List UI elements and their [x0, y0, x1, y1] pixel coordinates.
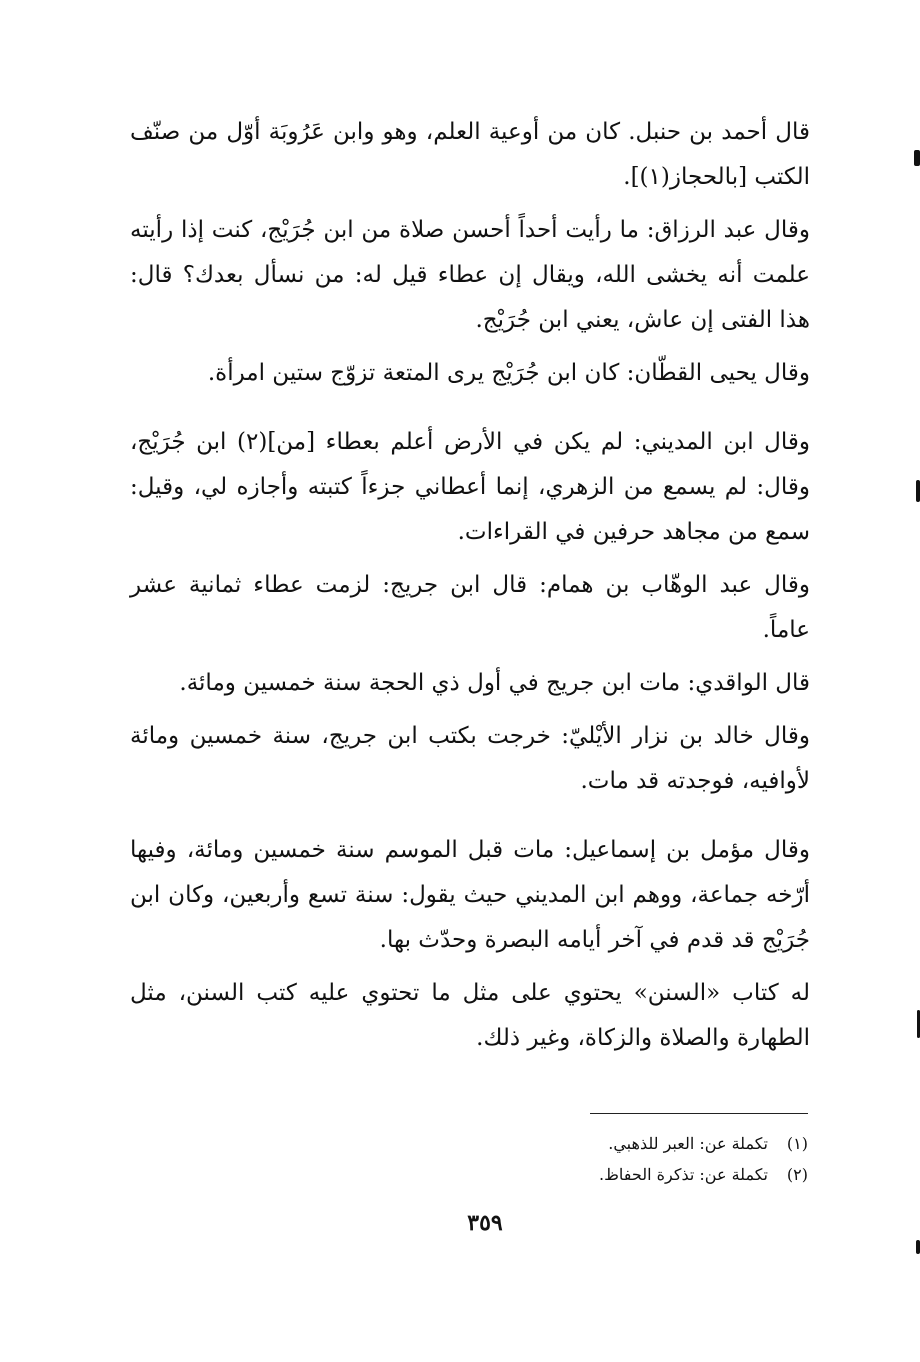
paragraph-muammal: وقال مؤمل بن إسماعيل: مات قبل الموسم سنة خمسين ومائة، وفيها أرّخه جماعة، ووهم ابن المديني حيث يقول: سنة تسع وأربعين، وكان ابن جُرَيْج قد قدم في آخر أيامه البصرة وحدّث بها.: [130, 837, 810, 953]
paragraph-ahmad: قال أحمد بن حنبل. كان من أوعية العلم، وهو وابن عَرُوبَة أوّل من صنّف الكتب [بالحجاز(١)].: [130, 119, 810, 190]
footnotes: [408, 1128, 808, 1190]
paragraph-yahya: وقال يحيى القطّان: كان ابن جُرَيْج يرى المتعة تزوّج ستين امرأة.: [207, 360, 810, 386]
paragraph-sunan: له كتاب «السنن» يحتوي على مثل ما تحتوي عليه كتب السنن، مثل الطهارة والصلاة والزكاة، وغير ذلك.: [130, 980, 810, 1051]
footnote-divider: [590, 1113, 808, 1114]
page-number: ٣٥٩: [467, 1210, 503, 1236]
footnote-number: (٢): [786, 1165, 808, 1184]
footnote-number: (١): [786, 1134, 808, 1153]
footnote-item: [408, 1159, 808, 1190]
paragraph-khalid: وقال خالد بن نزار الأيْليّ: خرجت بكتب ابن جريج، سنة خمسين ومائة لأوافيه، فوجدته قد مات.: [130, 723, 810, 794]
binding-mark: [916, 1240, 920, 1254]
paragraph-abd-al-wahhab: وقال عبد الوهّاب بن همام: قال ابن جريج: لزمت عطاء ثمانية عشر عاماً.: [130, 572, 810, 643]
footnote-item: [408, 1128, 808, 1159]
footnote-text: تكملة عن: العبر للذهبي.: [608, 1134, 768, 1153]
paragraph-waqidi: قال الواقدي: مات ابن جريج في أول ذي الحجة سنة خمسين ومائة.: [179, 670, 810, 696]
paragraph-abd-al-razzaq: وقال عبد الرزاق: ما رأيت أحداً أحسن صلاة من ابن جُرَيْج، كنت إذا رأيته علمت أنه يخشى الله، ويقال إن عطاء قيل له: من نسأل بعدك؟ قال: هذا الفتى إن عاش، يعني ابن جُرَيْج.: [130, 217, 810, 333]
main-text: [130, 110, 810, 1069]
paragraph-ibn-al-madini: وقال ابن المديني: لم يكن في الأرض أعلم بعطاء [من](٢) ابن جُرَيْج، وقال: لم يسمع من الزهري، إنما أعطاني جزءاً كتبته وأجازه لي، وقيل: سمع من مجاهد حرفين في القراءات.: [130, 429, 810, 545]
binding-mark: [914, 150, 920, 166]
binding-mark: [916, 480, 920, 502]
footnote-text: تكملة عن: تذكرة الحفاظ.: [599, 1165, 768, 1184]
